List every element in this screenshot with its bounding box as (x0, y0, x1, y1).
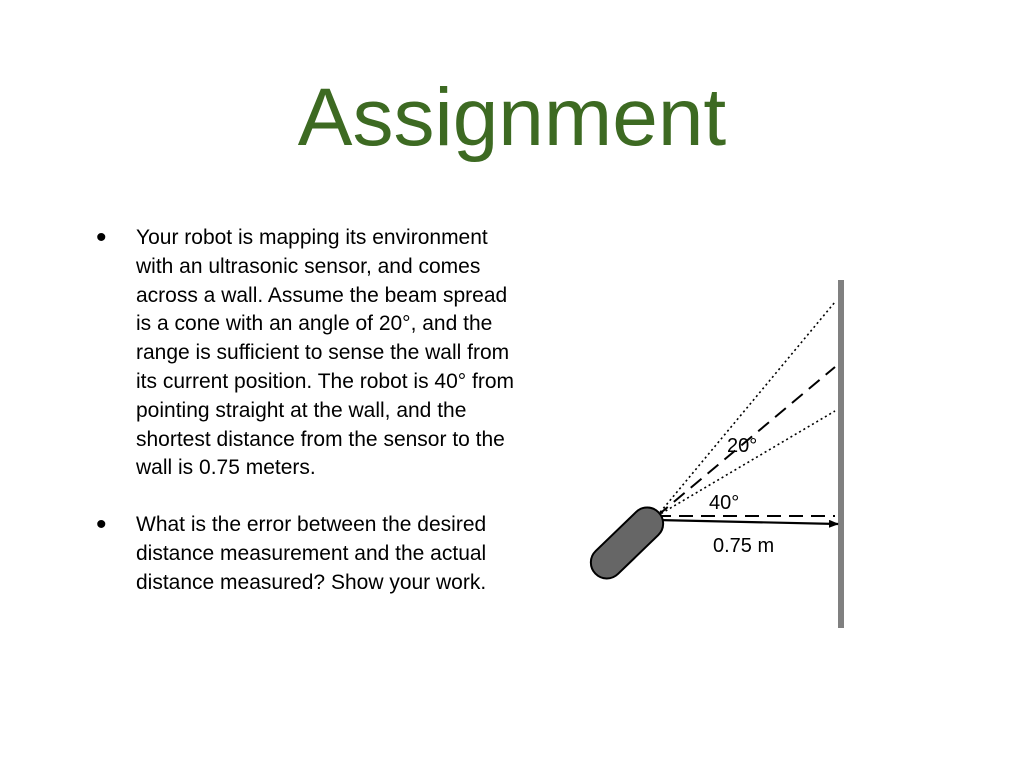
bullet-text-problem: Your robot is mapping its environment with an ultrasonic sensor, and comes across a wall. Assume the beam spread is a cone with an angle of 20°, and the range is sufficient to sense the wall from its current position. The robot is 40° from pointing straight at the wall, and the shortest distance from the sensor to the wall is 0.75 meters. (136, 226, 515, 480)
beam-edge-upper (657, 302, 835, 516)
slide-title: Assignment (297, 72, 727, 163)
distance-label: 0.75 m (713, 535, 775, 557)
bullet-text-question: What is the error between the desired distance measurement and the actual distance measured? Show your work. (136, 513, 487, 594)
bullet-dot-icon: • (96, 221, 107, 254)
beam-edge-lower (657, 411, 835, 516)
offset-angle-label: 40° (709, 492, 740, 514)
bullet-dot-icon: • (96, 508, 107, 542)
ultrasonic-sensor (584, 501, 670, 585)
distance-arrow (657, 520, 838, 524)
beam-angle-label: 20° (727, 435, 758, 457)
